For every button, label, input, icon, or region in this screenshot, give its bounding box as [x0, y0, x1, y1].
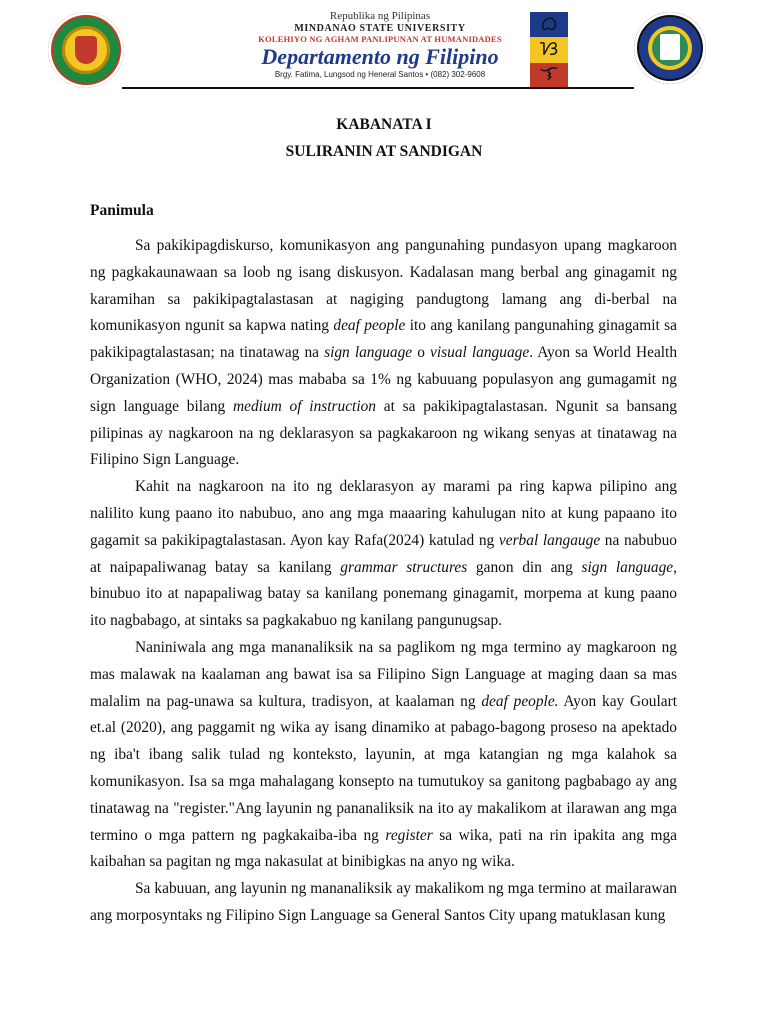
chapter-title: SULIRANIN AT SANDIGAN [285, 142, 483, 160]
text-run: . Ayon sa World Health Organization (WHO, 2024) mas mababa sa 1% ng kabuuang populasyon ang gumagamit ng sign language bilang [90, 344, 678, 415]
text-run: ito ang kanilang pangunahing ginagamit sa pakikipagtalastasan; na tinatawag na [90, 317, 677, 362]
text-run: at sa pakikipagtalastasan. Ngunit sa bansang pilipinas ay nagkaroon na ng deklarasyon sa pagkakaroon ng wikang senyas at tinatawag na Filipino Sign Language. [90, 397, 678, 469]
university-name: MINDANAO STATE UNIVERSITY [294, 23, 466, 34]
italic-term: sign language [581, 558, 674, 576]
republic-line: Republika ng Pilipinas [329, 10, 431, 22]
text-run: Naniniwala ang mga mananaliksik na sa paglikom ng mga termino ay magkaroon ng mas malawak na kaalaman ang bawat isa sa Filipino Sign Language at maging daan sa mas malalim na pag-unawa sa kultura, tradisyon, at kaalaman ng [90, 638, 677, 710]
msu-seal-icon [48, 12, 124, 88]
italic-term: grammar structures [340, 558, 468, 576]
italic-term: deaf people. [481, 692, 559, 710]
italic-term: sign language [324, 344, 413, 362]
text-run: na nabubuo at naipapaliwanag batay sa kanilang [90, 531, 677, 576]
text-run: Sa pakikipagdiskurso, komunikasyon ang pangunahing pundasyon upang magkaroon ng pagkakaunawaan sa loob ng isang diskusyon. Kadalasan mang berbal ang ginagamit ng karamihan sa pakikipagtalastasan at nagiging pandugtong lamang ang di-berbal na komunikasyon ngunit sa kapwa nating [90, 237, 677, 335]
letterhead [0, 0, 768, 100]
chapter-number: KABANATA I [336, 116, 432, 133]
italic-term: medium of instruction [233, 397, 376, 415]
baybayin-flag-icon: ᜊ ᜐ ᜎ [530, 12, 568, 88]
text-run: ganon din ang [467, 558, 582, 576]
body-text [90, 233, 677, 930]
text-run: Ayon kay Goulart et.al (2020), ang paggamit ng wika ay isang dinamiko at pabago-bagong proseso na apektado ng iba't ibang salik tulad ng konteksto, layunin, at mga katangian ng mga kalahok sa komunikasyon. Isa sa mga mahalagang konsepto na tumutukoy sa ganitong pagbabago ay ang tinatawag na "register."Ang layunin ng pananaliksik na ito ay makalikom at ilarawan ang mga termino o mga pattern ng pagkakaiba-iba ng [90, 692, 678, 844]
college-name: KOLEHIYO NG AGHAM PANLIPUNAN AT HUMANIDADES [258, 34, 502, 44]
letterhead-rule [122, 87, 634, 89]
italic-term: visual language [430, 344, 530, 362]
text-run: o [412, 344, 431, 362]
text-run: sa wika, pati na rin ipakita ang mga kaibahan sa pagitan ng mga nakasulat at binibigkas na anyo ng wika. [90, 826, 678, 871]
section-heading: Panimula [90, 202, 154, 219]
department-address: Brgy. Fatima, Lungsod ng Heneral Santos • (082) 302-9608 [274, 70, 486, 79]
italic-term: deaf people [333, 317, 406, 335]
department-name: Departamento ng Filipino [261, 44, 499, 69]
paragraph [90, 474, 677, 635]
paragraph [90, 876, 677, 930]
text-run: Kahit na nagkaroon na ito ng deklarasyon ay marami pa ring kapwa pilipino ang nalilito kung paano ito nabubuo, ano ang mga maaaring kahulugan nito at kung papaano ito gagamit sa pakikipagtalastasan. Ayon kay Rafa(2024) katulad ng [90, 478, 677, 549]
text-run: , binubuo ito at napapaliwag batay sa kanilang ponemang ginagamit, morpema at kung paano ito nagbabago, at sintaks sa pagkakabuo ng kanilang pangunugsap. [90, 558, 677, 630]
italic-term: register [385, 826, 433, 844]
italic-term: verbal langauge [498, 531, 601, 549]
letterhead-text [240, 10, 520, 80]
text-run: Sa kabuuan, ang layunin ng mananaliksik ay makalikom ng mga termino at mailarawan ang morposyntaks ng Filipino Sign Language sa General Santos City upang matuklasan kung [90, 880, 677, 924]
departamento-seal-icon [634, 12, 706, 84]
paragraph [90, 233, 677, 474]
paragraph [90, 635, 677, 876]
document-heading [0, 112, 768, 165]
